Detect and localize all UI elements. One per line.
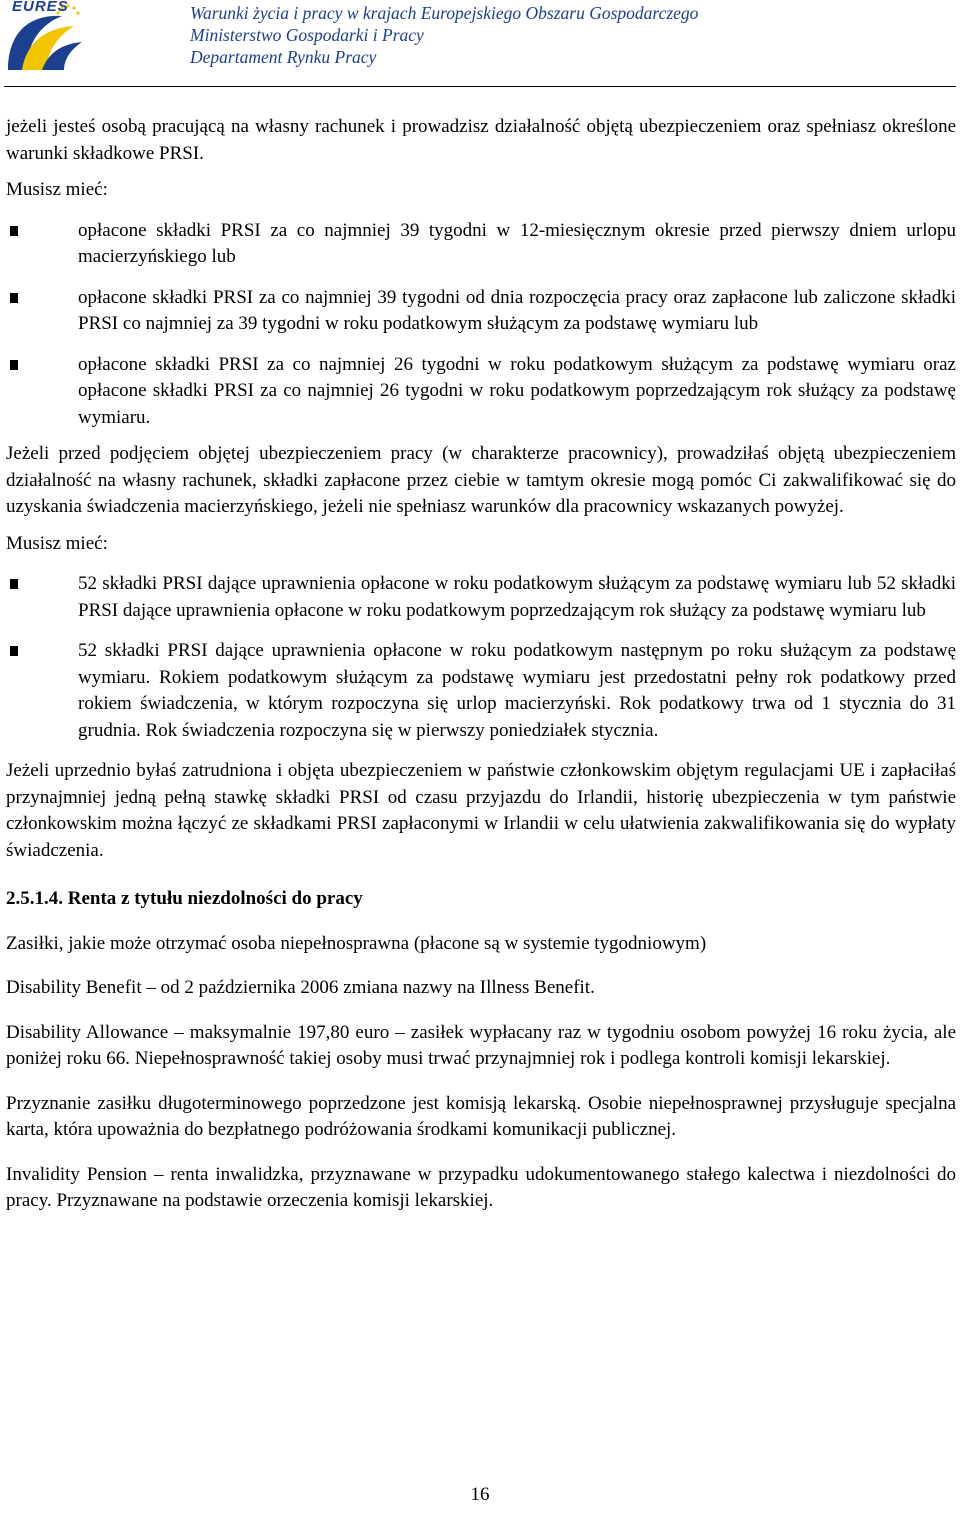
- musisz-miec-label-2: Musisz mieć:: [6, 532, 108, 554]
- bullet-square-icon: [10, 226, 18, 236]
- list-item-text: 52 składki PRSI dające uprawnienia opłacone w roku podatkowym służącym za podstawę wymiaru lub 52 składki PRSI dające uprawnienia opłacone w roku podatkowym poprzedzającym rok służący za podstawę wymiaru lub: [78, 573, 956, 621]
- paragraph-invalidity-pension: Invalidity Pension – renta inwalidzka, przyznawane w przypadku udokumentowanego stałego kalectwa i niezdolności do pracy. Przyznawane na podstawie orzeczenia komisji lekarskiej.: [6, 1163, 956, 1211]
- list-item-text: opłacone składki PRSI za co najmniej 39 tygodni od dnia rozpoczęcia pracy oraz zapłacone lub zaliczone składki PRSI co najmniej za 39 tygodni w roku podatkowym służącym za podstawę wymiaru lub: [78, 286, 956, 334]
- paragraph-self-employed: jeżeli jesteś osobą pracującą na własny rachunek i prowadzisz działalność objętą ubezpieczeniem oraz spełniasz określone warunki składkowe PRSI.: [6, 116, 956, 164]
- page-header: [0, 0, 960, 80]
- eures-logo: [2, 0, 84, 74]
- header-line-2: Ministerstwo Gospodarki i Pracy: [190, 25, 424, 45]
- bullet-square-icon: [10, 579, 18, 589]
- header-line-1: Warunki życia i pracy w krajach Europejskiego Obszaru Gospodarczego: [190, 3, 699, 23]
- list-item-text: opłacone składki PRSI za co najmniej 26 tygodni w roku podatkowym służącym za podstawę wymiaru oraz opłacone składki PRSI za co najmniej 26 tygodni w roku podatkowym poprzedzającym rok służący za podstawę wymiaru.: [78, 353, 956, 428]
- list-item: [6, 218, 956, 271]
- page-content: [6, 114, 956, 1225]
- list-item: [6, 352, 956, 432]
- header-titles: [190, 2, 830, 68]
- bullet-square-icon: [10, 360, 18, 370]
- logo-text: EURES: [12, 0, 69, 15]
- paragraph-medical-board: Przyznanie zasiłku długoterminowego poprzedzone jest komisją lekarską. Osobie niepełnosprawnej przysługuje specjalna karta, która upoważnia do bezpłatnego podróżowania środkami komunikacji publicznej.: [6, 1092, 956, 1140]
- bullet-square-icon: [10, 293, 18, 303]
- paragraph-disability-allowance: Disability Allowance – maksymalnie 197,80 euro – zasiłek wypłacany raz w tygodniu osobom powyżej 16 roku życia, ale poniżej roku 66. Niepełnosprawność takiej osoby musi trwać przynajmniej rok i podlega kontroli komisji lekarskiej.: [6, 1021, 956, 1069]
- musisz-miec-label-1: Musisz mieć:: [6, 179, 108, 200]
- paragraph-benefits-intro: Zasiłki, jakie może otrzymać osoba niepełnosprawna (płacone są w systemie tygodniowym): [6, 932, 707, 954]
- list-item: [6, 638, 956, 744]
- paragraph-disability-benefit: Disability Benefit – od 2 października 2006 zmiana nazwy na Illness Benefit.: [6, 977, 595, 998]
- page-number: 16: [470, 1484, 490, 1505]
- bullet-square-icon: [10, 646, 18, 656]
- list-item: [6, 285, 956, 338]
- header-divider: [4, 86, 956, 87]
- paragraph-eu-insurance: Jeżeli uprzednio byłaś zatrudniona i objęta ubezpieczeniem w państwie członkowskim objętym regulacjami UE i zapłaciłaś przynajmniej jedną pełną stawkę składki PRSI od czasu przyjazdu do Irlandii, historię ubezpieczenia w tym państwie członkowskim można łączyć ze składkami PRSI zapłaconymi w Irlandii w celu ułatwienia zakwalifikowania się do wypłaty świadczenia.: [6, 760, 956, 861]
- list-item-text: 52 składki PRSI dające uprawnienia opłacone w roku podatkowym następnym po roku służącym za podstawę wymiaru. Rokiem podatkowym służącym za podstawę wymiaru jest przedostatni pełny rok podatkowy przed rokiem świadczenia, w którym rozpoczyna się urlop macierzyński. Rok podatkowy trwa od 1 stycznia do 31 grudnia. Rok świadczenia rozpoczyna się w pierwszy poniedziałek stycznia.: [78, 640, 956, 741]
- header-line-3: Departament Rynku Pracy: [190, 47, 377, 67]
- list-item-text: opłacone składki PRSI za co najmniej 39 tygodni w 12-miesięcznym okresie przed pierwszy dniem urlopu macierzyńskiego lub: [78, 219, 956, 267]
- list-item: [6, 571, 956, 624]
- paragraph-prior-self-employment: Jeżeli przed podjęciem objętej ubezpieczeniem pracy (w charakterze pracownicy), prowadziłaś objętą ubezpieczeniem działalność na własny rachunek, składki zapłacone przez ciebie w tamtym okresie mogą pomóc Ci zakwalifikować się do uzyskania świadczenia macierzyńskiego, jeżeli nie spełniasz warunków dla pracownicy wskazanych powyżej.: [6, 443, 956, 517]
- section-heading: 2.5.1.4. Renta z tytułu niezdolności do pracy: [6, 888, 363, 909]
